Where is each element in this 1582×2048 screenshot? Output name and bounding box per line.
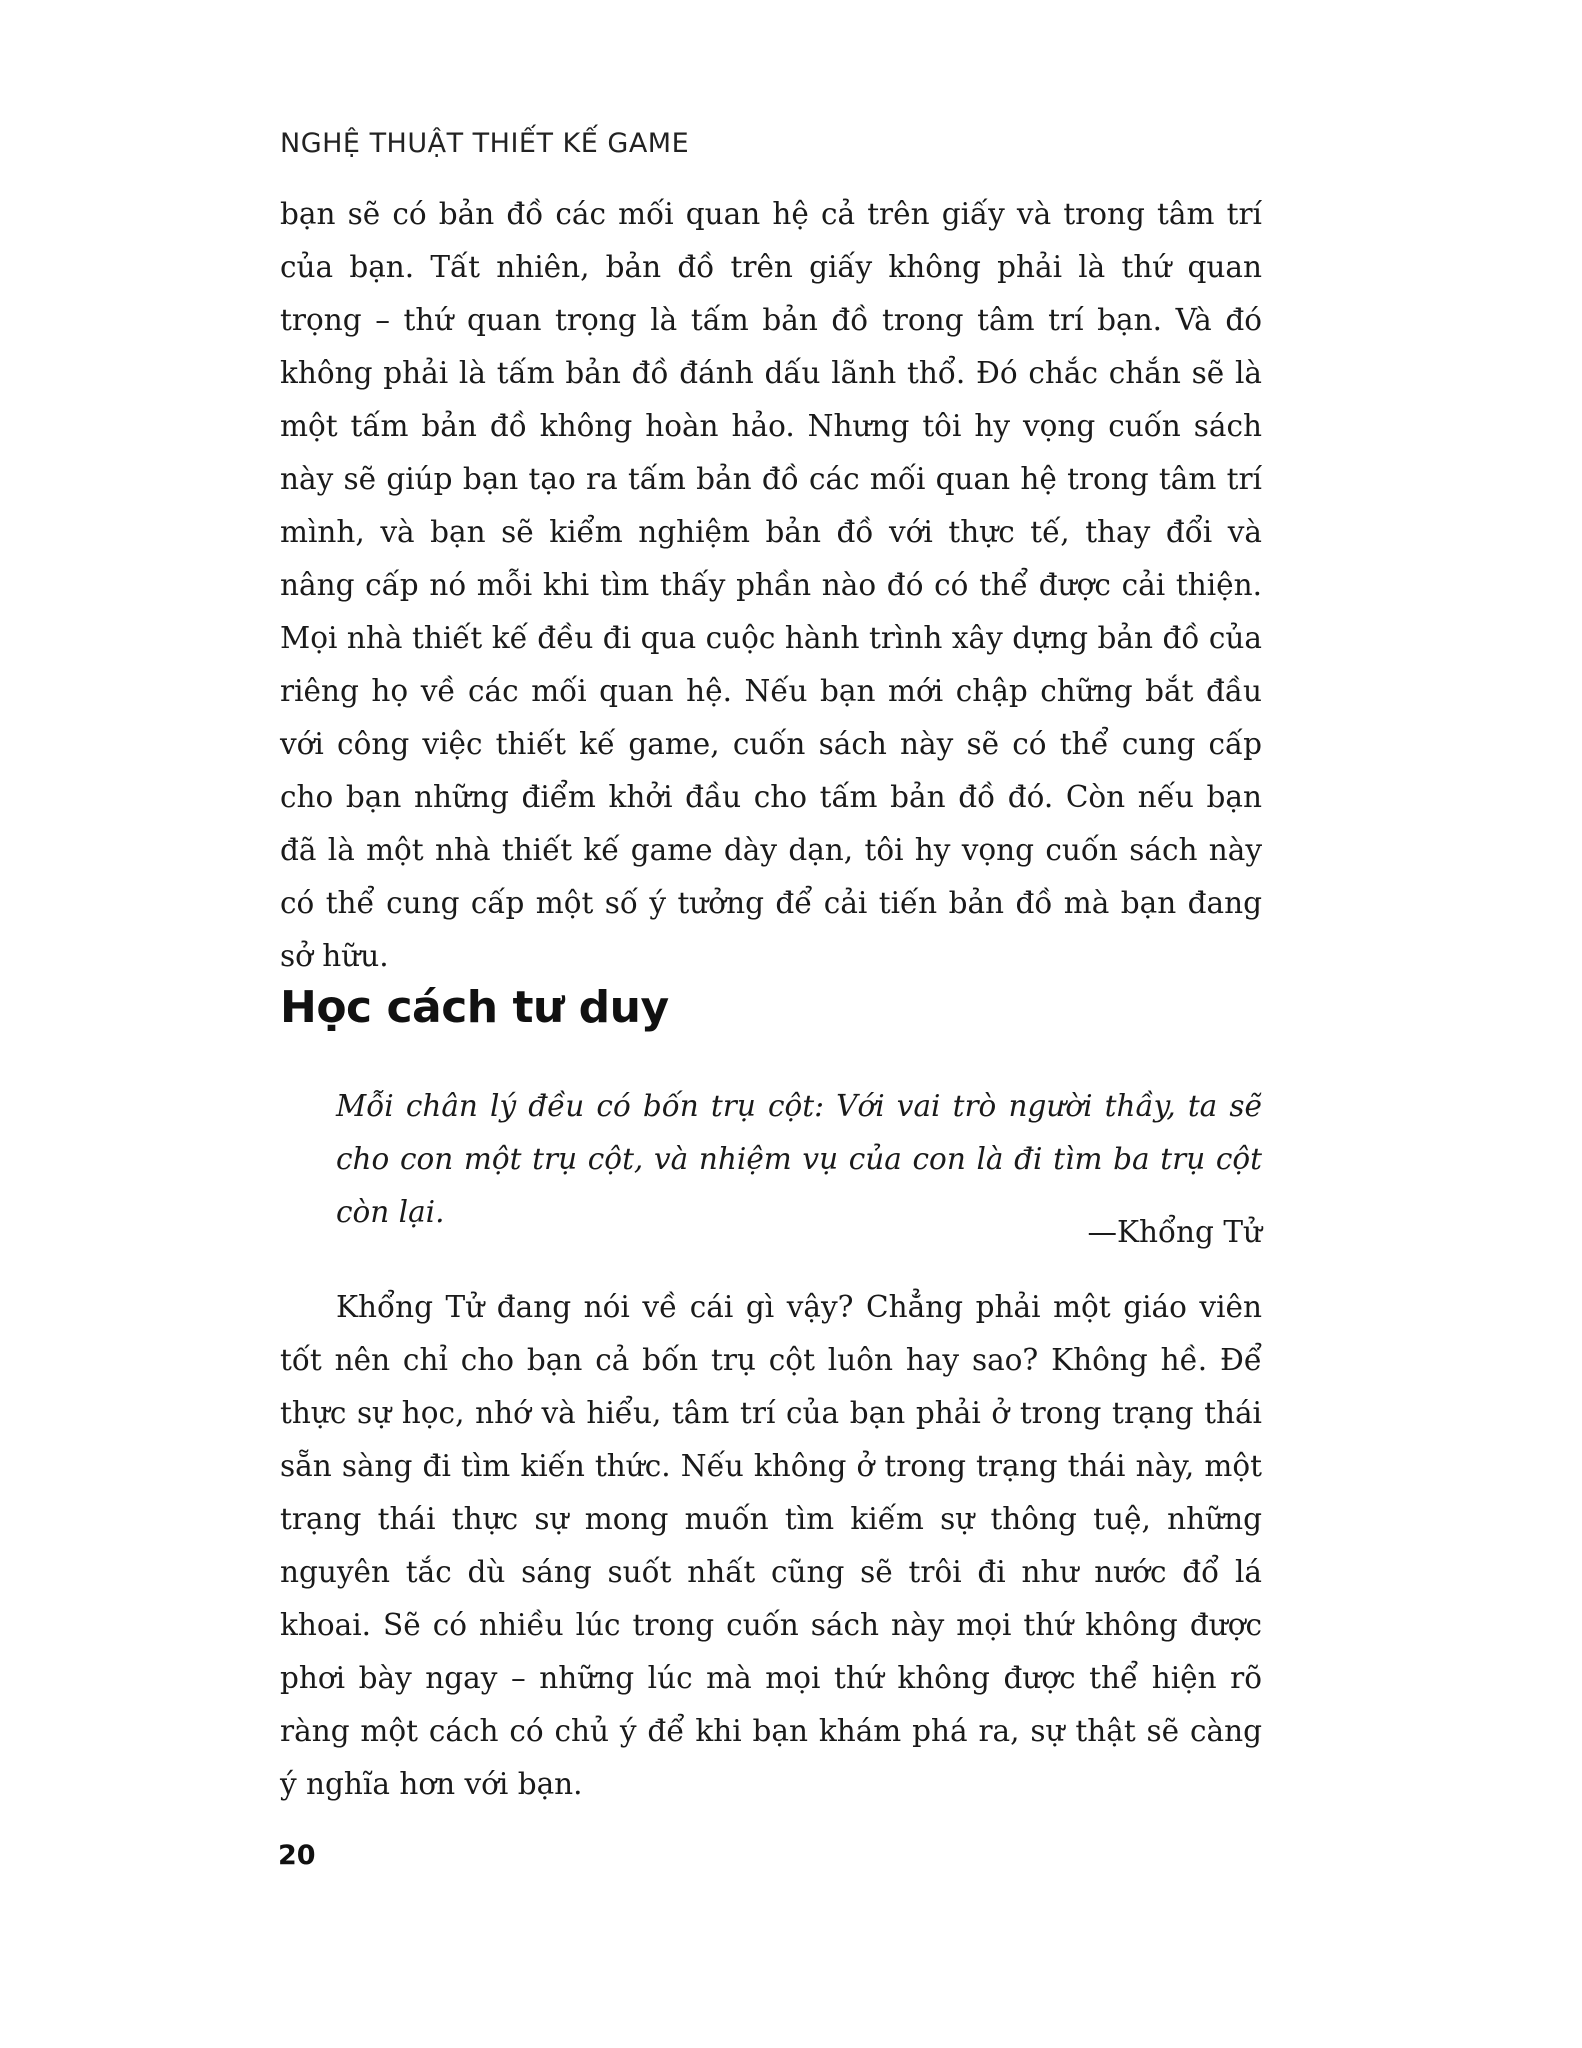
epigraph-quote: Mỗi chân lý đều có bốn trụ cột: Với vai trò người thầy, ta sẽ cho con một trụ cột, và nhiệm vụ của con là đi tìm ba trụ cột còn lại. <box>336 1089 1262 1229</box>
section-heading: Học cách tư duy <box>280 982 669 1033</box>
running-header: NGHỆ THUẬT THIẾT KẾ GAME <box>280 128 690 159</box>
page-number: 20 <box>278 1840 316 1871</box>
body-paragraph: Khổng Tử đang nói về cái gì vậy? Chẳng phải một giáo viên tốt nên chỉ cho bạn cả bốn trụ cột luôn hay sao? Không hề. Để thực sự học, nhớ và hiểu, tâm trí của bạn phải ở trong trạng thái sẵn sàng đi tìm kiến thức. Nếu không ở trong trạng thái này, một trạng thái thực sự mong muốn tìm kiếm sự thông tuệ, những nguyên tắc dù sáng suốt nhất cũng sẽ trôi đi như nước đổ lá khoai. Sẽ có nhiều lúc trong cuốn sách này mọi thứ không được phơi bày ngay – những lúc mà mọi thứ không được thể hiện rõ ràng một cách có chủ ý để khi bạn khám phá ra, sự thật sẽ càng ý nghĩa hơn với bạn. <box>280 1290 1262 1801</box>
body-paragraph: bạn sẽ có bản đồ các mối quan hệ cả trên giấy và trong tâm trí của bạn. Tất nhiên, bản đồ trên giấy không phải là thứ quan trọng – thứ quan trọng là tấm bản đồ trong tâm trí bạn. Và đó không phải là tấm bản đồ đánh dấu lãnh thổ. Đó chắc chắn sẽ là một tấm bản đồ không hoàn hảo. Nhưng tôi hy vọng cuốn sách này sẽ giúp bạn tạo ra tấm bản đồ các mối quan hệ trong tâm trí mình, và bạn sẽ kiểm nghiệm bản đồ với thực tế, thay đổi và nâng cấp nó mỗi khi tìm thấy phần nào đó có thể được cải thiện. Mọi nhà thiết kế đều đi qua cuộc hành trình xây dựng bản đồ của riêng họ về các mối quan hệ. Nếu bạn mới chập chững bắt đầu với công việc thiết kế game, cuốn sách này sẽ có thể cung cấp cho bạn những điểm khởi đầu cho tấm bản đồ đó. Còn nếu bạn đã là một nhà thiết kế game dày dạn, tôi hy vọng cuốn sách này có thể cung cấp một số ý tưởng để cải tiến bản đồ mà bạn đang sở hữu. <box>280 197 1262 973</box>
epigraph-attribution: —Khổng Tử <box>1087 1215 1262 1249</box>
